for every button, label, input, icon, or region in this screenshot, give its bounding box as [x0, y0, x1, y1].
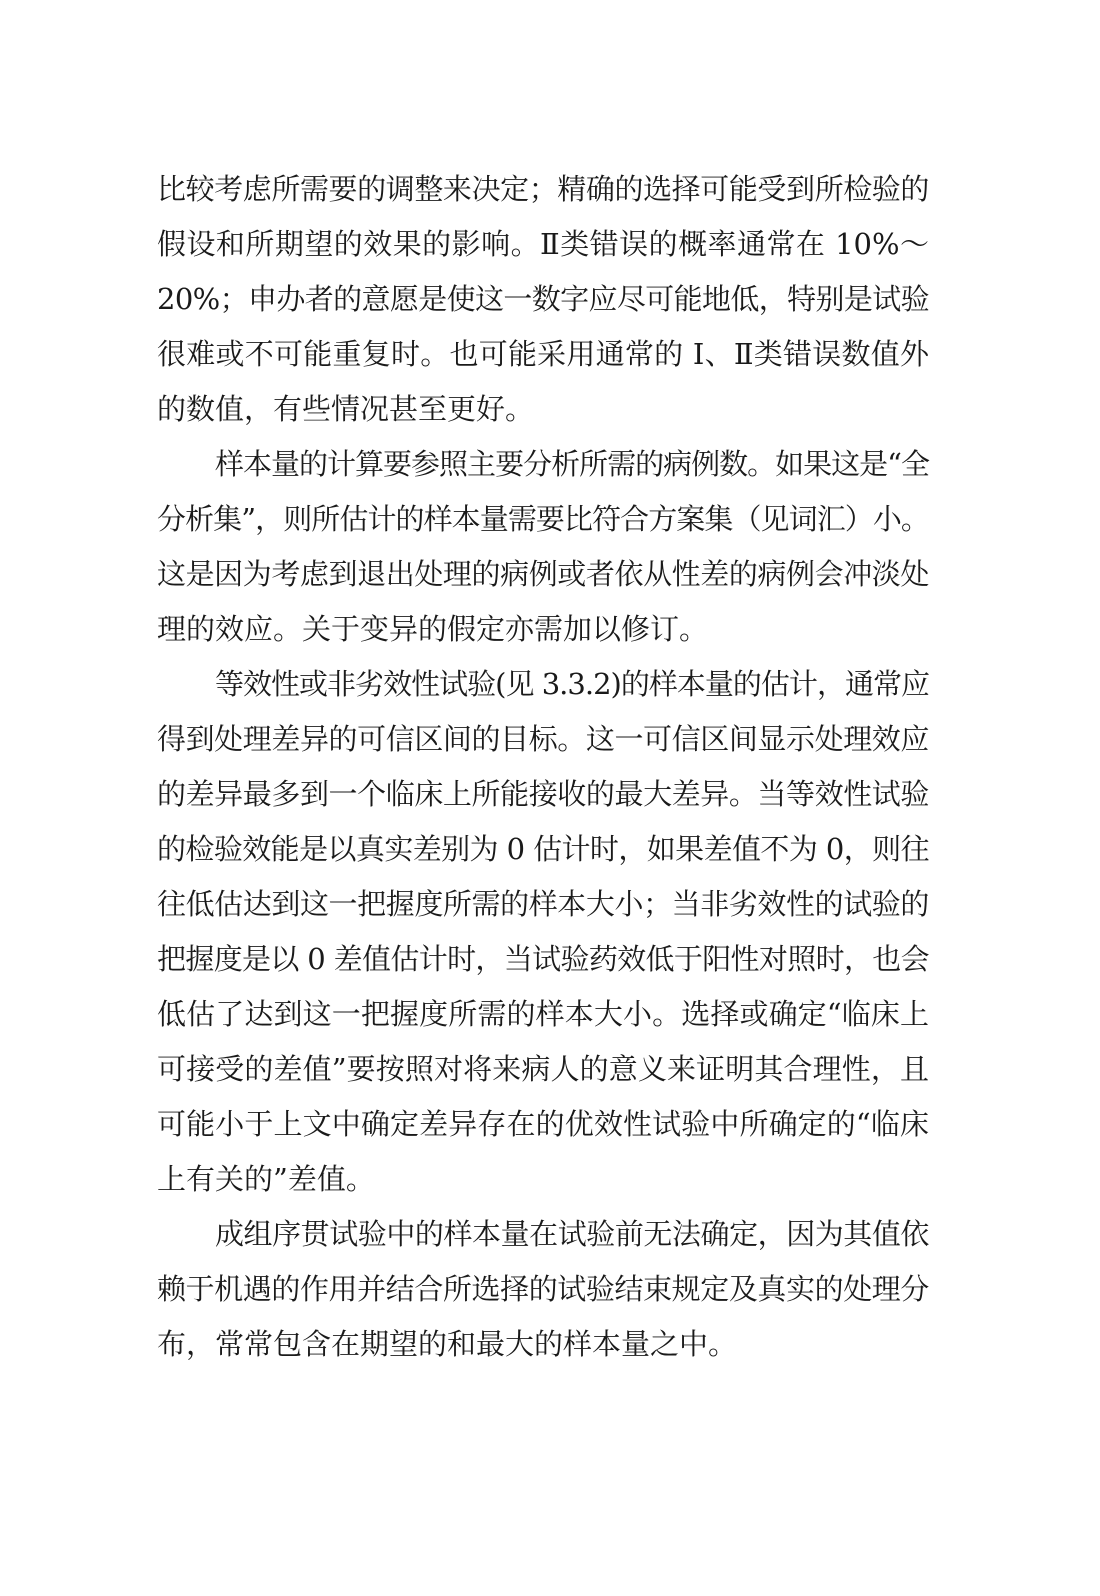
text-line: 的差异最多到一个临床上所能接收的最大差异。当等效性试验 — [157, 777, 929, 811]
text-line: 往低估达到这一把握度所需的样本大小；当非劣效性的试验的 — [157, 887, 929, 921]
paragraph-1 — [157, 162, 929, 437]
text-line: 这是因为考虑到退出处理的病例或者依从性差的病例会冲淡处 — [157, 557, 929, 591]
text-line: 可能小于上文中确定差异存在的优效性试验中所确定的“临床 — [157, 1107, 929, 1141]
text-line: 把握度是以 0 差值估计时，当试验药效低于阳性对照时，也会 — [157, 942, 929, 976]
document-body — [157, 162, 929, 1372]
text-line: 上有关的”差值。 — [157, 1162, 375, 1196]
paragraph-3 — [157, 657, 929, 1207]
text-line: 的数值，有些情况甚至更好。 — [157, 392, 535, 426]
text-line: 赖于机遇的作用并结合所选择的试验结束规定及真实的处理分 — [157, 1272, 929, 1306]
text-line: 理的效应。关于变异的假定亦需加以修订。 — [157, 612, 709, 646]
text-line: 的检验效能是以真实差别为 0 估计时，如果差值不为 0，则往 — [157, 832, 929, 866]
text-line: 分析集”，则所估计的样本量需要比符合方案集（见词汇）小。 — [157, 502, 929, 536]
text-line: 等效性或非劣效性试验(见 3.3.2)的样本量的估计，通常应 — [215, 667, 929, 701]
text-line: 比较考虑所需要的调整来决定；精确的选择可能受到所检验的 — [157, 172, 929, 206]
text-line: 假设和所期望的效果的影响。Ⅱ类错误的概率通常在 10%～ — [157, 227, 929, 261]
paragraph-2 — [157, 437, 929, 657]
paragraph-4 — [157, 1207, 929, 1372]
text-line: 成组序贯试验中的样本量在试验前无法确定，因为其值依 — [215, 1217, 929, 1251]
text-line: 低估了达到这一把握度所需的样本大小。选择或确定“临床上 — [157, 997, 929, 1031]
text-line: 很难或不可能重复时。也可能采用通常的 Ⅰ、Ⅱ类错误数值外 — [157, 337, 929, 371]
text-line: 样本量的计算要参照主要分析所需的病例数。如果这是“全 — [215, 447, 929, 481]
text-line: 得到处理差异的可信区间的目标。这一可信区间显示处理效应 — [157, 722, 929, 756]
text-line: 20%；申办者的意愿是使这一数字应尽可能地低，特别是试验 — [157, 282, 929, 316]
text-line: 布，常常包含在期望的和最大的样本量之中。 — [157, 1327, 738, 1361]
text-line: 可接受的差值”要按照对将来病人的意义来证明其合理性，且 — [157, 1052, 929, 1086]
